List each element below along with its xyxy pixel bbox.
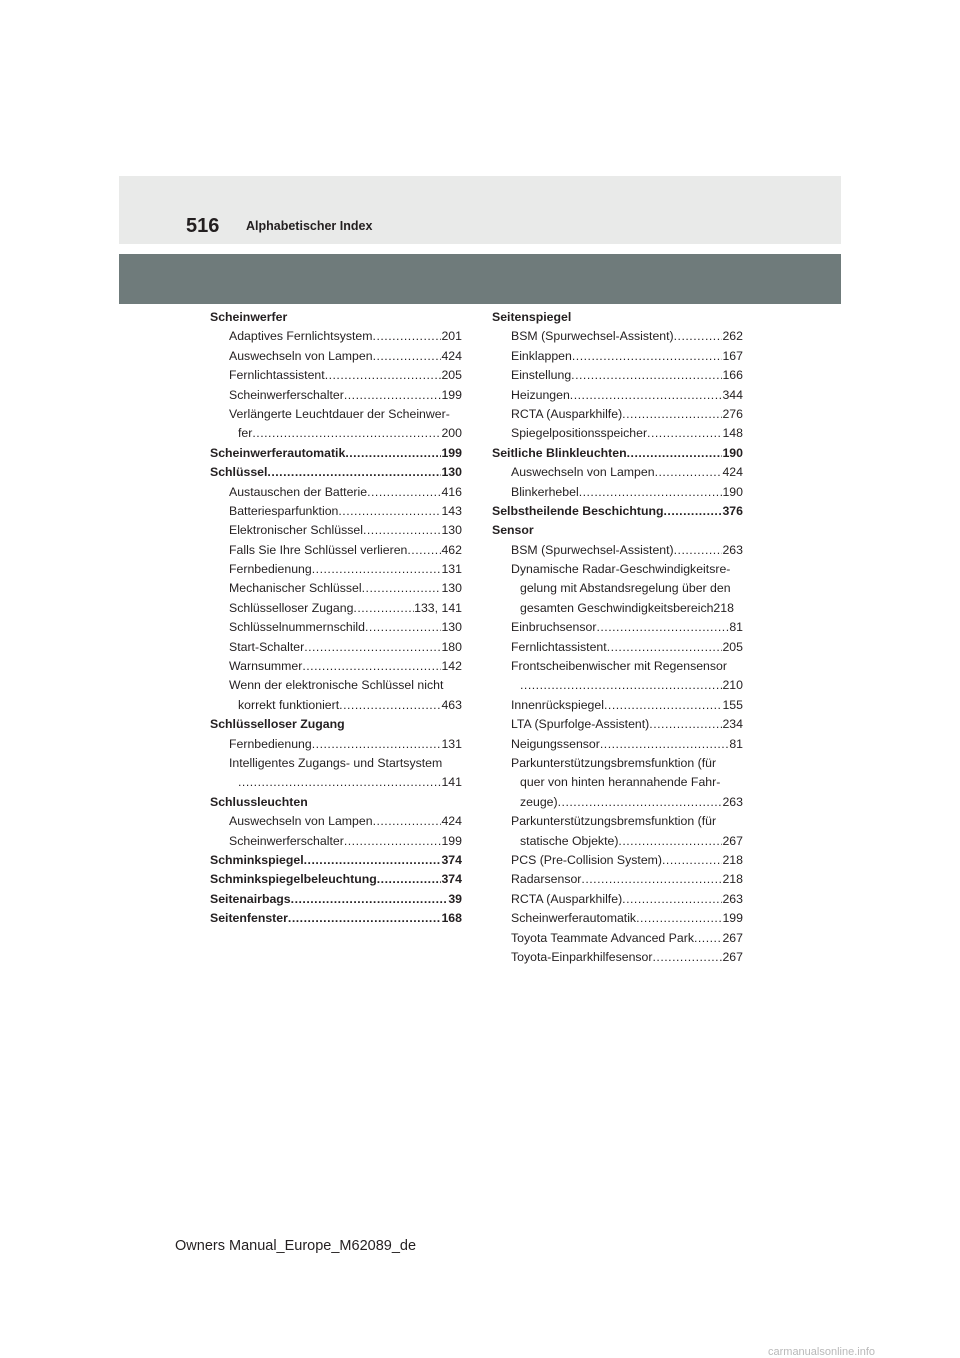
entry-term: Frontscheibenwischer mit Regensensor (511, 659, 727, 674)
entry-term: gesamten Geschwindigkeitsbereich218 (520, 600, 734, 615)
index-entry (492, 599, 743, 618)
index-entry (492, 773, 743, 792)
index-entry (210, 560, 462, 579)
entry-term: Batteriesparfunktion (229, 503, 339, 518)
leader-dots (570, 386, 723, 405)
index-entry (210, 773, 462, 792)
index-heading (492, 502, 743, 521)
page-reference: 263 (722, 891, 743, 906)
index-entry (492, 832, 743, 851)
entry-term: Heizungen (511, 387, 570, 402)
page-reference: 205 (722, 639, 743, 654)
page-number: 516 (186, 215, 220, 237)
leader-dots (664, 502, 723, 521)
page-reference: 190 (722, 445, 743, 460)
entry-term: Elektronischer Schlüssel (229, 523, 363, 538)
entry-term: Radarsensor (511, 872, 582, 887)
leader-dots (304, 851, 442, 870)
index-entry (492, 657, 743, 676)
entry-term: fer (238, 426, 253, 441)
entry-term: Scheinwerferautomatik (511, 911, 637, 926)
index-entry (492, 463, 743, 482)
leader-dots (674, 327, 723, 346)
page-reference: 462 (441, 542, 462, 557)
index-entry (492, 347, 743, 366)
page-reference: 344 (722, 387, 743, 402)
leader-dots (636, 909, 722, 928)
index-entry (492, 579, 743, 598)
leader-dots (363, 521, 442, 540)
index-entry (492, 851, 743, 870)
page-reference: 81 (729, 620, 743, 635)
index-entry (210, 405, 462, 424)
leader-dots (338, 502, 441, 521)
page-reference: 424 (722, 465, 743, 480)
index-entry (492, 483, 743, 502)
index-entry (210, 657, 462, 676)
index-entry (210, 327, 462, 346)
leader-dots (607, 638, 723, 657)
entry-term: Warnsummer (229, 659, 303, 674)
section-banner (119, 254, 841, 304)
leader-dots (353, 599, 414, 618)
page-reference: 130 (441, 581, 462, 596)
page-reference: 141 (441, 775, 462, 790)
index-heading (210, 870, 462, 889)
page-reference: 180 (441, 639, 462, 654)
entry-term: Blinkerhebel (511, 484, 579, 499)
entry-term: Start-Schalter (229, 639, 305, 654)
entry-term: Verlängerte Leuchtdauer der Scheinwer- (229, 406, 450, 421)
entry-term: Schminkspiegel (210, 852, 304, 867)
entry-term: Schminkspiegelbeleuchtung (210, 872, 377, 887)
page-reference: 148 (722, 426, 743, 441)
index-entry (210, 599, 462, 618)
leader-dots (572, 347, 723, 366)
index-entry (492, 909, 743, 928)
index-entry (492, 560, 743, 579)
leader-dots (655, 463, 723, 482)
entry-term: Scheinwerferschalter (229, 833, 344, 848)
page-reference: 190 (722, 484, 743, 499)
index-entry (492, 618, 743, 637)
leader-dots (373, 812, 442, 831)
entry-term: Seitliche Blinkleuchten (492, 445, 627, 460)
index-entry (492, 386, 743, 405)
index-entry (210, 366, 462, 385)
index-entry (492, 870, 743, 889)
entry-term: Auswechseln von Lampen (229, 814, 373, 829)
leader-dots (373, 327, 442, 346)
leader-dots (267, 463, 441, 482)
entry-term: statische Objekte) (520, 833, 619, 848)
page-reference: 210 (722, 678, 743, 693)
page-reference: 39 (448, 891, 462, 906)
leader-dots (325, 366, 442, 385)
entry-term: Schlüsselnummernschild (229, 620, 366, 635)
index-column-left (210, 308, 462, 929)
entry-term: Intelligentes Zugangs- und Startsystem (229, 755, 443, 770)
page-reference: 263 (722, 794, 743, 809)
entry-term: Schlussleuchten (210, 794, 308, 809)
index-heading (492, 308, 743, 327)
leader-dots (694, 929, 723, 948)
entry-term: Einbruchsensor (511, 620, 597, 635)
index-entry (210, 386, 462, 405)
entry-term: Schlüsselloser Zugang (210, 717, 345, 732)
page-reference: 168 (441, 911, 462, 926)
entry-term: Toyota-Einparkhilfesensor (511, 949, 653, 964)
index-entry (210, 832, 462, 851)
watermark: carmanualsonline.info (768, 1346, 876, 1358)
entry-term: Einstellung (511, 368, 572, 383)
page-reference: 81 (729, 736, 743, 751)
index-entry (492, 638, 743, 657)
leader-dots (373, 347, 442, 366)
page-reference: 424 (441, 814, 462, 829)
page-reference: 376 (722, 503, 743, 518)
index-entry (210, 521, 462, 540)
entry-term: Adaptives Fernlichtsystem (229, 329, 373, 344)
leader-dots (571, 366, 722, 385)
page-reference: 267 (722, 930, 743, 945)
leader-dots (622, 890, 722, 909)
leader-dots (622, 405, 722, 424)
index-entry (492, 890, 743, 909)
entry-term: Scheinwerferautomatik (210, 445, 346, 460)
entry-term: PCS (Pre-Collision System) (511, 852, 663, 867)
index-heading (210, 463, 462, 482)
index-entry (210, 424, 462, 443)
leader-dots (367, 483, 441, 502)
entry-term: Fernlichtassistent (511, 639, 607, 654)
leader-dots (345, 444, 441, 463)
page-reference: 267 (722, 833, 743, 848)
leader-dots (344, 386, 442, 405)
leader-dots (558, 793, 723, 812)
leader-dots (252, 424, 441, 443)
entry-term: Parkunterstützungsbremsfunktion (für (511, 814, 717, 829)
entry-term: Dynamische Radar-Geschwindigkeitsre- (511, 562, 731, 577)
index-entry (492, 424, 743, 443)
leader-dots (377, 870, 442, 889)
index-heading (492, 521, 743, 540)
index-entry (492, 327, 743, 346)
page-reference: 130 (441, 523, 462, 538)
index-entry (210, 541, 462, 560)
index-heading (210, 444, 462, 463)
leader-dots (662, 851, 722, 870)
page-reference: 424 (441, 348, 462, 363)
leader-dots (618, 832, 722, 851)
page-reference: 130 (441, 620, 462, 635)
page-reference: 200 (441, 426, 462, 441)
entry-term: Fernbedienung (229, 736, 312, 751)
page-reference: 131 (441, 562, 462, 577)
entry-term: Sensor (492, 523, 534, 538)
page-reference: 205 (441, 368, 462, 383)
page-reference: 133, 141 (414, 600, 462, 615)
entry-term: Auswechseln von Lampen (511, 465, 655, 480)
leader-dots (581, 870, 722, 889)
index-column-right (492, 308, 743, 967)
index-heading (210, 308, 462, 327)
index-entry (210, 676, 462, 695)
entry-term: Seitenairbags (210, 891, 291, 906)
entry-term: Neigungssensor (511, 736, 600, 751)
page-reference: 263 (722, 542, 743, 557)
index-entry (492, 793, 743, 812)
leader-dots (647, 424, 722, 443)
index-entry (210, 618, 462, 637)
index-entry (492, 715, 743, 734)
index-heading (492, 444, 743, 463)
index-entry (492, 735, 743, 754)
index-entry (210, 483, 462, 502)
entry-term: Schlüsselloser Zugang (229, 600, 354, 615)
entry-term: Scheinwerferschalter (229, 387, 344, 402)
index-heading (210, 715, 462, 734)
leader-dots (649, 715, 722, 734)
leader-dots (627, 444, 723, 463)
index-entry (210, 754, 462, 773)
page-reference: 218 (722, 852, 743, 867)
page-reference: 142 (441, 659, 462, 674)
index-entry (492, 948, 743, 967)
index-heading (210, 851, 462, 870)
page-reference: 199 (441, 387, 462, 402)
leader-dots (302, 657, 441, 676)
index-entry (210, 812, 462, 831)
page-reference: 155 (722, 697, 743, 712)
leader-dots (291, 890, 449, 909)
entry-term: RCTA (Ausparkhilfe) (511, 891, 623, 906)
index-heading (210, 890, 462, 909)
entry-term: Parkunterstützungsbremsfunktion (für (511, 755, 717, 770)
entry-term: LTA (Spurfolge-Assistent) (511, 717, 650, 732)
page-reference: 130 (441, 465, 462, 480)
leader-dots (407, 541, 441, 560)
page-reference: 199 (441, 445, 462, 460)
page-reference: 143 (441, 503, 462, 518)
leader-dots (604, 696, 722, 715)
entry-term: Falls Sie Ihre Schlüssel verlieren (229, 542, 408, 557)
index-entry (210, 638, 462, 657)
page-reference: 199 (722, 911, 743, 926)
index-entry (492, 541, 743, 560)
entry-term: Selbstheilende Beschichtung (492, 503, 664, 518)
index-entry (492, 405, 743, 424)
page-reference: 262 (722, 329, 743, 344)
index-entry (210, 347, 462, 366)
leader-dots (653, 948, 723, 967)
entry-term: Spiegelpositionsspeicher (511, 426, 648, 441)
entry-term: Einklappen (511, 348, 572, 363)
page-reference: 276 (722, 406, 743, 421)
leader-dots (238, 773, 441, 792)
entry-term: Innenrückspiegel (511, 697, 604, 712)
entry-term: Wenn der elektronische Schlüssel nicht (229, 678, 444, 693)
entry-term: gelung mit Abstandsregelung über den (520, 581, 731, 596)
leader-dots (312, 735, 442, 754)
page-reference: 234 (722, 717, 743, 732)
entry-term: Seitenspiegel (492, 310, 572, 324)
entry-term: Seitenfenster (210, 911, 288, 926)
index-entry (492, 929, 743, 948)
entry-term: Mechanischer Schlüssel (229, 581, 362, 596)
index-heading (210, 909, 462, 928)
footer-manual-id: Owners Manual_Europe_M62089_de (175, 1238, 417, 1254)
page-reference: 131 (441, 736, 462, 751)
page-reference: 201 (441, 329, 462, 344)
leader-dots (596, 618, 729, 637)
leader-dots (674, 541, 723, 560)
page-reference: 167 (722, 348, 743, 363)
index-entry (210, 579, 462, 598)
entry-term: Auswechseln von Lampen (229, 348, 373, 363)
index-entry (210, 735, 462, 754)
leader-dots (600, 735, 729, 754)
entry-term: Fernbedienung (229, 562, 312, 577)
entry-term: BSM (Spurwechsel-Assistent) (511, 329, 674, 344)
leader-dots (304, 638, 441, 657)
entry-term: Scheinwerfer (210, 310, 288, 324)
page-reference: 267 (722, 949, 743, 964)
entry-term: RCTA (Ausparkhilfe) (511, 406, 623, 421)
entry-term: quer von hinten herannahende Fahr- (520, 775, 721, 790)
entry-term: Schlüssel (210, 465, 268, 480)
entry-term: Fernlichtassistent (229, 368, 325, 383)
leader-dots (520, 676, 722, 695)
index-entry (492, 754, 743, 773)
leader-dots (312, 560, 442, 579)
index-entry (492, 812, 743, 831)
page-reference: 416 (441, 484, 462, 499)
entry-term: zeuge) (520, 794, 558, 809)
header-band (119, 176, 841, 244)
entry-term: korrekt funktioniert (238, 697, 340, 712)
index-heading (210, 793, 462, 812)
entry-term: Austauschen der Batterie (229, 484, 368, 499)
index-entry (492, 676, 743, 695)
entry-term: BSM (Spurwechsel-Assistent) (511, 542, 674, 557)
leader-dots (339, 696, 441, 715)
leader-dots (579, 483, 723, 502)
page-reference: 166 (722, 368, 743, 383)
page-reference: 199 (441, 833, 462, 848)
page-reference: 218 (722, 872, 743, 887)
page-reference: 374 (441, 852, 462, 867)
leader-dots (362, 579, 442, 598)
section-title: Alphabetischer Index (246, 219, 373, 233)
page-reference: 374 (441, 872, 462, 887)
leader-dots (288, 909, 442, 928)
index-entry (210, 696, 462, 715)
entry-term: Toyota Teammate Advanced Park (511, 930, 694, 945)
leader-dots (365, 618, 441, 637)
leader-dots (344, 832, 442, 851)
page-reference: 463 (441, 697, 462, 712)
index-entry (492, 696, 743, 715)
index-entry (492, 366, 743, 385)
index-entry (210, 502, 462, 521)
